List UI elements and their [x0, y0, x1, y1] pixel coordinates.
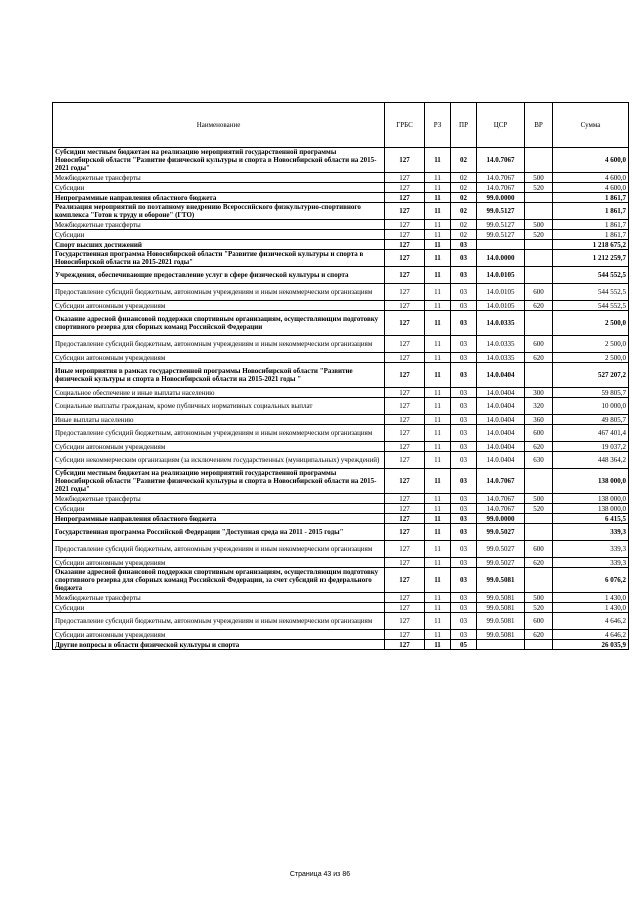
row-sum: 544 552,5	[553, 267, 629, 284]
table-row	[53, 415, 629, 425]
row-sum: 59 805,7	[553, 388, 629, 398]
row-csr: 99.0.5027	[477, 541, 525, 558]
row-vr: 620	[525, 301, 553, 311]
row-rz: 11	[425, 311, 451, 336]
row-sum: 339,3	[553, 524, 629, 541]
row-name: Субсидии	[53, 230, 385, 240]
row-vr	[525, 267, 553, 284]
row-pr: 03	[451, 353, 477, 363]
table-row	[53, 469, 629, 494]
row-rz: 11	[425, 514, 451, 524]
row-vr: 620	[525, 442, 553, 452]
table-row	[53, 336, 629, 353]
row-pr: 03	[451, 363, 477, 388]
row-csr: 14.0.0335	[477, 311, 525, 336]
row-vr: 500	[525, 173, 553, 183]
row-sum: 10 000,0	[553, 398, 629, 415]
row-grbs: 127	[385, 630, 425, 640]
row-pr: 05	[451, 640, 477, 650]
row-grbs: 127	[385, 568, 425, 593]
row-name: Другие вопросы в области физической культуры и спорта	[53, 640, 385, 650]
row-vr	[525, 469, 553, 494]
row-rz: 11	[425, 541, 451, 558]
row-grbs: 127	[385, 183, 425, 193]
row-csr: 14.0.0404	[477, 388, 525, 398]
row-name: Межбюджетные трансферты	[53, 593, 385, 603]
row-name: Социальное обеспечение и иные выплаты населению	[53, 388, 385, 398]
row-pr: 03	[451, 415, 477, 425]
row-pr: 03	[451, 388, 477, 398]
row-grbs: 127	[385, 230, 425, 240]
row-name: Субсидии автономным учреждениям	[53, 301, 385, 311]
row-pr: 03	[451, 504, 477, 514]
row-name: Реализация мероприятий по поэтапному внедрению Всероссийского физкультурно-спортивного комплекса "Готов к труду и обороне" (ГТО)	[53, 203, 385, 220]
row-vr: 520	[525, 603, 553, 613]
row-grbs: 127	[385, 203, 425, 220]
row-rz: 11	[425, 603, 451, 613]
row-name: Оказание адресной финансовой поддержки спортивным организациям, осуществляющим подготовку спортивного резерва для сборных команд Российской Федерации	[53, 311, 385, 336]
row-vr	[525, 363, 553, 388]
row-vr: 500	[525, 220, 553, 230]
row-pr: 03	[451, 311, 477, 336]
row-csr: 14.0.7067	[477, 494, 525, 504]
row-pr: 02	[451, 230, 477, 240]
row-vr	[525, 568, 553, 593]
row-name: Субсидии автономным учреждениям	[53, 442, 385, 452]
row-sum: 527 207,2	[553, 363, 629, 388]
row-vr	[525, 193, 553, 203]
table-row	[53, 640, 629, 650]
row-csr: 99.0.5081	[477, 630, 525, 640]
row-vr: 600	[525, 425, 553, 442]
row-grbs: 127	[385, 541, 425, 558]
table-row	[53, 514, 629, 524]
row-pr: 02	[451, 203, 477, 220]
row-grbs: 127	[385, 593, 425, 603]
row-vr: 360	[525, 415, 553, 425]
table-row	[53, 494, 629, 504]
header-pr: ПР	[451, 103, 477, 148]
header-sum: Сумма	[553, 103, 629, 148]
row-vr	[525, 640, 553, 650]
row-sum: 6 076,2	[553, 568, 629, 593]
row-sum: 467 401,4	[553, 425, 629, 442]
row-rz: 11	[425, 568, 451, 593]
row-vr: 500	[525, 593, 553, 603]
row-name: Предоставление субсидий бюджетным, автономным учреждениям и иным некоммерческим организациям	[53, 284, 385, 301]
row-rz: 11	[425, 203, 451, 220]
row-csr: 14.0.0000	[477, 250, 525, 267]
table-row	[53, 284, 629, 301]
row-name: Субсидии автономным учреждениям	[53, 630, 385, 640]
row-name: Субсидии	[53, 183, 385, 193]
row-grbs: 127	[385, 494, 425, 504]
row-sum: 1 861,7	[553, 203, 629, 220]
row-name: Иные выплаты населению	[53, 415, 385, 425]
row-name: Субсидии	[53, 504, 385, 514]
row-pr: 03	[451, 568, 477, 593]
row-rz: 11	[425, 363, 451, 388]
row-rz: 11	[425, 524, 451, 541]
row-sum: 1 218 675,2	[553, 240, 629, 250]
row-csr: 99.0.5127	[477, 220, 525, 230]
row-csr: 14.0.7067	[477, 173, 525, 183]
header-grbs: ГРБС	[385, 103, 425, 148]
row-name: Субсидии местным бюджетам на реализацию мероприятий государственной программы Новосибирской области "Развитие физической культуры и спорта в Новосибирской области на 2015-2021 годы"	[53, 469, 385, 494]
row-pr: 03	[451, 284, 477, 301]
table-row	[53, 148, 629, 173]
row-sum: 1 861,7	[553, 230, 629, 240]
table-row	[53, 388, 629, 398]
row-grbs: 127	[385, 311, 425, 336]
table-row	[53, 425, 629, 442]
row-csr: 14.0.7067	[477, 469, 525, 494]
row-vr: 630	[525, 452, 553, 469]
row-sum: 138 000,0	[553, 469, 629, 494]
row-grbs: 127	[385, 514, 425, 524]
row-csr: 14.0.7067	[477, 183, 525, 193]
row-sum: 4 646,2	[553, 613, 629, 630]
row-rz: 11	[425, 267, 451, 284]
row-vr: 600	[525, 336, 553, 353]
row-pr: 03	[451, 336, 477, 353]
row-rz: 11	[425, 353, 451, 363]
row-sum: 544 552,5	[553, 284, 629, 301]
row-grbs: 127	[385, 193, 425, 203]
row-rz: 11	[425, 494, 451, 504]
row-sum: 1 861,7	[553, 220, 629, 230]
row-vr: 300	[525, 388, 553, 398]
row-grbs: 127	[385, 363, 425, 388]
row-name: Непрограммные направления областного бюджета	[53, 514, 385, 524]
row-grbs: 127	[385, 353, 425, 363]
row-rz: 11	[425, 336, 451, 353]
row-grbs: 127	[385, 388, 425, 398]
row-grbs: 127	[385, 173, 425, 183]
row-name: Спорт высших достижений	[53, 240, 385, 250]
row-vr	[525, 311, 553, 336]
row-vr	[525, 203, 553, 220]
row-rz: 11	[425, 593, 451, 603]
table-row	[53, 363, 629, 388]
row-pr: 03	[451, 524, 477, 541]
row-sum: 1 430,0	[553, 603, 629, 613]
table-row	[53, 230, 629, 240]
row-vr: 620	[525, 558, 553, 568]
row-sum: 339,3	[553, 558, 629, 568]
table-row	[53, 220, 629, 230]
row-grbs: 127	[385, 220, 425, 230]
row-name: Социальные выплаты гражданам, кроме публичных нормативных социальных выплат	[53, 398, 385, 415]
row-vr	[525, 514, 553, 524]
table-row	[53, 630, 629, 640]
table-row	[53, 442, 629, 452]
row-vr: 620	[525, 353, 553, 363]
row-csr: 14.0.0404	[477, 425, 525, 442]
row-csr: 99.0.5081	[477, 593, 525, 603]
row-pr: 02	[451, 193, 477, 203]
row-pr: 03	[451, 442, 477, 452]
row-vr: 320	[525, 398, 553, 415]
header-vr: ВР	[525, 103, 553, 148]
row-sum: 19 037,2	[553, 442, 629, 452]
table-row	[53, 353, 629, 363]
row-csr: 99.0.0000	[477, 193, 525, 203]
row-name: Непрограммные направления областного бюджета	[53, 193, 385, 203]
row-rz: 11	[425, 183, 451, 193]
table-row	[53, 452, 629, 469]
row-sum: 4 646,2	[553, 630, 629, 640]
header-rz: РЗ	[425, 103, 451, 148]
row-csr: 14.0.0404	[477, 415, 525, 425]
row-name: Учреждения, обеспечивающие предоставление услуг в сфере физической культуры и спорта	[53, 267, 385, 284]
row-grbs: 127	[385, 524, 425, 541]
row-csr	[477, 640, 525, 650]
row-grbs: 127	[385, 250, 425, 267]
row-grbs: 127	[385, 336, 425, 353]
row-csr: 99.0.5081	[477, 603, 525, 613]
row-rz: 11	[425, 613, 451, 630]
row-name: Предоставление субсидий бюджетным, автономным учреждениям и иным некоммерческим организациям	[53, 613, 385, 630]
row-grbs: 127	[385, 415, 425, 425]
row-pr: 02	[451, 173, 477, 183]
row-pr: 03	[451, 398, 477, 415]
row-rz: 11	[425, 284, 451, 301]
header-name: Наименование	[53, 103, 385, 148]
row-csr: 14.0.0335	[477, 353, 525, 363]
header-csr: ЦСР	[477, 103, 525, 148]
budget-table	[52, 102, 629, 650]
row-pr: 02	[451, 220, 477, 230]
row-vr	[525, 250, 553, 267]
table-row	[53, 603, 629, 613]
row-csr: 99.0.5081	[477, 613, 525, 630]
row-vr	[525, 524, 553, 541]
table-row	[53, 311, 629, 336]
table-row	[53, 203, 629, 220]
row-rz: 11	[425, 193, 451, 203]
row-csr: 14.0.0105	[477, 267, 525, 284]
row-rz: 11	[425, 173, 451, 183]
row-pr: 03	[451, 558, 477, 568]
row-pr: 03	[451, 250, 477, 267]
table-row	[53, 173, 629, 183]
row-grbs: 127	[385, 442, 425, 452]
row-sum: 4 600,0	[553, 148, 629, 173]
row-csr: 14.0.0404	[477, 452, 525, 469]
table-row	[53, 558, 629, 568]
row-rz: 11	[425, 148, 451, 173]
row-grbs: 127	[385, 425, 425, 442]
row-name: Предоставление субсидий бюджетным, автономным учреждениям и иным некоммерческим организациям	[53, 541, 385, 558]
table-row	[53, 193, 629, 203]
row-name: Субсидии автономным учреждениям	[53, 353, 385, 363]
row-vr: 500	[525, 494, 553, 504]
row-name: Предоставление субсидий бюджетным, автономным учреждениям и иным некоммерческим организациям	[53, 336, 385, 353]
row-grbs: 127	[385, 267, 425, 284]
page-number: Страница 43 из 86	[289, 871, 351, 878]
row-pr: 02	[451, 148, 477, 173]
row-csr: 99.0.5027	[477, 524, 525, 541]
table-row	[53, 504, 629, 514]
row-pr: 03	[451, 603, 477, 613]
row-name: Государственная программа Новосибирской области "Развитие физической культуры и спорта в Новосибирской области на 2015-2021 годы"	[53, 250, 385, 267]
row-name: Субсидии некоммерческим организациям (за исключением государственных (муниципальных) учреждений)	[53, 452, 385, 469]
row-sum: 2 500,0	[553, 336, 629, 353]
row-rz: 11	[425, 240, 451, 250]
row-vr	[525, 148, 553, 173]
row-name: Государственная программа Российской Федерации "Доступная среда на 2011 - 2015 годы"	[53, 524, 385, 541]
row-grbs: 127	[385, 613, 425, 630]
row-grbs: 127	[385, 452, 425, 469]
row-sum: 26 035,9	[553, 640, 629, 650]
row-rz: 11	[425, 388, 451, 398]
row-pr: 03	[451, 301, 477, 311]
row-rz: 11	[425, 442, 451, 452]
row-rz: 11	[425, 398, 451, 415]
table-row	[53, 183, 629, 193]
row-sum: 339,3	[553, 541, 629, 558]
row-sum: 4 600,0	[553, 173, 629, 183]
row-vr	[525, 240, 553, 250]
row-pr: 03	[451, 240, 477, 250]
table-row	[53, 301, 629, 311]
row-pr: 03	[451, 630, 477, 640]
row-sum: 2 500,0	[553, 311, 629, 336]
table-row	[53, 250, 629, 267]
row-pr: 03	[451, 514, 477, 524]
row-name: Предоставление субсидий бюджетным, автономным учреждениям и иным некоммерческим организациям	[53, 425, 385, 442]
row-name: Оказание адресной финансовой поддержки спортивным организациям, осуществляющим подготовку спортивного резерва для сборных команд Российской Федерации, за счет субсидий из федерального бюджета	[53, 568, 385, 593]
row-pr: 02	[451, 183, 477, 193]
row-sum: 1 430,0	[553, 593, 629, 603]
row-grbs: 127	[385, 301, 425, 311]
row-sum: 544 552,5	[553, 301, 629, 311]
row-sum: 49 805,7	[553, 415, 629, 425]
row-rz: 11	[425, 630, 451, 640]
row-csr: 99.0.5027	[477, 558, 525, 568]
row-vr: 600	[525, 284, 553, 301]
table-row	[53, 593, 629, 603]
row-sum: 448 364,2	[553, 452, 629, 469]
row-rz: 11	[425, 452, 451, 469]
row-csr: 99.0.5081	[477, 568, 525, 593]
row-rz: 11	[425, 250, 451, 267]
table-row	[53, 267, 629, 284]
row-sum: 138 000,0	[553, 504, 629, 514]
row-grbs: 127	[385, 558, 425, 568]
row-pr: 03	[451, 613, 477, 630]
row-grbs: 127	[385, 603, 425, 613]
row-rz: 11	[425, 469, 451, 494]
row-name: Субсидии местным бюджетам на реализацию мероприятий государственной программы Новосибирской области "Развитие физической культуры и спорта в Новосибирской области на 2015-2021 годы"	[53, 148, 385, 173]
row-rz: 11	[425, 220, 451, 230]
row-sum: 138 000,0	[553, 494, 629, 504]
row-csr: 14.0.0105	[477, 284, 525, 301]
row-rz: 11	[425, 230, 451, 240]
row-csr: 14.0.0404	[477, 442, 525, 452]
row-rz: 11	[425, 425, 451, 442]
row-csr: 14.0.7067	[477, 148, 525, 173]
row-name: Субсидии автономным учреждениям	[53, 558, 385, 568]
row-rz: 11	[425, 558, 451, 568]
row-grbs: 127	[385, 284, 425, 301]
row-vr: 600	[525, 541, 553, 558]
row-vr: 520	[525, 183, 553, 193]
row-csr: 14.0.0335	[477, 336, 525, 353]
row-csr: 14.0.0404	[477, 398, 525, 415]
row-grbs: 127	[385, 469, 425, 494]
row-pr: 03	[451, 593, 477, 603]
row-pr: 03	[451, 267, 477, 284]
row-vr: 520	[525, 230, 553, 240]
table-row	[53, 541, 629, 558]
row-csr: 14.0.7067	[477, 504, 525, 514]
row-vr: 620	[525, 630, 553, 640]
row-csr: 99.0.5127	[477, 230, 525, 240]
row-rz: 11	[425, 415, 451, 425]
row-pr: 03	[451, 469, 477, 494]
row-grbs: 127	[385, 240, 425, 250]
row-grbs: 127	[385, 504, 425, 514]
row-vr: 520	[525, 504, 553, 514]
row-rz: 11	[425, 504, 451, 514]
row-csr: 99.0.0000	[477, 514, 525, 524]
row-csr: 14.0.0105	[477, 301, 525, 311]
row-pr: 03	[451, 425, 477, 442]
row-csr: 99.0.5127	[477, 203, 525, 220]
table-row	[53, 240, 629, 250]
table-row	[53, 613, 629, 630]
row-sum: 1 212 259,7	[553, 250, 629, 267]
row-name: Межбюджетные трансферты	[53, 173, 385, 183]
row-grbs: 127	[385, 398, 425, 415]
row-name: Межбюджетные трансферты	[53, 220, 385, 230]
row-name: Субсидии	[53, 603, 385, 613]
header-row	[53, 103, 629, 148]
row-sum: 4 600,0	[553, 183, 629, 193]
row-pr: 03	[451, 494, 477, 504]
row-vr: 600	[525, 613, 553, 630]
row-grbs: 127	[385, 148, 425, 173]
table-row	[53, 524, 629, 541]
row-sum: 6 415,5	[553, 514, 629, 524]
row-name: Иные мероприятия в рамках государственной программы Новосибирской области "Развитие физической культуры и спорта в Новосибирской области на 2015-2021 годы "	[53, 363, 385, 388]
row-sum: 1 861,7	[553, 193, 629, 203]
table-row	[53, 568, 629, 593]
table-row	[53, 398, 629, 415]
row-rz: 11	[425, 301, 451, 311]
row-pr: 03	[451, 452, 477, 469]
row-csr: 14.0.0404	[477, 363, 525, 388]
row-csr	[477, 240, 525, 250]
row-pr: 03	[451, 541, 477, 558]
row-name: Межбюджетные трансферты	[53, 494, 385, 504]
row-rz: 11	[425, 640, 451, 650]
row-sum: 2 500,0	[553, 353, 629, 363]
row-grbs: 127	[385, 640, 425, 650]
